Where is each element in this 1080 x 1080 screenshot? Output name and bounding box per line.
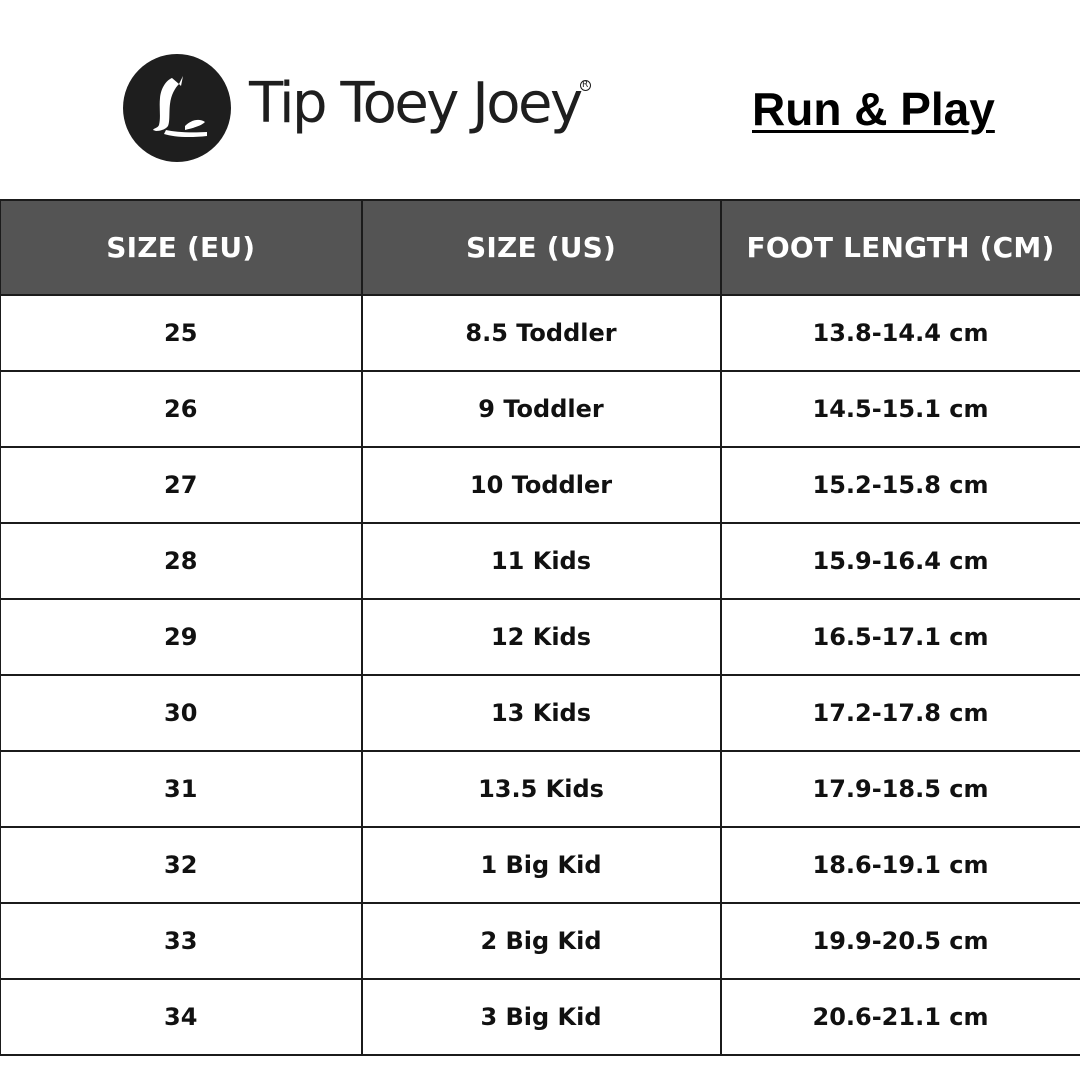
table-row — [1, 599, 1080, 675]
table-row — [1, 523, 1080, 599]
cell-size-us: 11 Kids — [362, 523, 721, 599]
table-row — [1, 979, 1080, 1055]
cell-size-eu: 26 — [1, 371, 362, 447]
cell-foot-length: 15.2-15.8 cm — [721, 447, 1080, 523]
kangaroo-joey-logo-icon — [123, 54, 231, 162]
cell-size-eu: 25 — [1, 295, 362, 371]
cell-size-us: 10 Toddler — [362, 447, 721, 523]
table-row — [1, 675, 1080, 751]
brand-name — [249, 71, 589, 136]
cell-foot-length: 13.8-14.4 cm — [721, 295, 1080, 371]
table-row — [1, 751, 1080, 827]
cell-size-eu: 32 — [1, 827, 362, 903]
cell-foot-length: 15.9-16.4 cm — [721, 523, 1080, 599]
cell-size-us: 3 Big Kid — [362, 979, 721, 1055]
cell-size-eu: 30 — [1, 675, 362, 751]
cell-foot-length: 14.5-15.1 cm — [721, 371, 1080, 447]
table-row — [1, 827, 1080, 903]
cell-size-eu: 27 — [1, 447, 362, 523]
cell-size-eu: 31 — [1, 751, 362, 827]
brand-text: Tip Toey Joey — [249, 71, 581, 136]
cell-foot-length: 18.6-19.1 cm — [721, 827, 1080, 903]
column-header-size-eu: SIZE (EU) — [1, 200, 362, 295]
cell-size-eu: 34 — [1, 979, 362, 1055]
table-header-row — [1, 200, 1080, 295]
column-header-foot-length: FOOT LENGTH (CM) — [721, 200, 1080, 295]
cell-size-eu: 29 — [1, 599, 362, 675]
brand-logo — [123, 54, 589, 162]
cell-foot-length: 19.9-20.5 cm — [721, 903, 1080, 979]
cell-size-us: 12 Kids — [362, 599, 721, 675]
cell-size-us: 1 Big Kid — [362, 827, 721, 903]
cell-size-eu: 28 — [1, 523, 362, 599]
cell-size-us: 9 Toddler — [362, 371, 721, 447]
header — [0, 0, 1080, 200]
column-header-size-us: SIZE (US) — [362, 200, 721, 295]
cell-size-us: 2 Big Kid — [362, 903, 721, 979]
table-row — [1, 371, 1080, 447]
size-chart-table — [0, 199, 1080, 1056]
cell-size-us: 13.5 Kids — [362, 751, 721, 827]
cell-foot-length: 16.5-17.1 cm — [721, 599, 1080, 675]
product-title: Run & Play — [752, 83, 995, 135]
registered-mark: R — [580, 80, 591, 91]
table-row — [1, 447, 1080, 523]
table-row — [1, 295, 1080, 371]
cell-foot-length: 17.9-18.5 cm — [721, 751, 1080, 827]
table-row — [1, 903, 1080, 979]
cell-size-eu: 33 — [1, 903, 362, 979]
cell-size-us: 8.5 Toddler — [362, 295, 721, 371]
cell-size-us: 13 Kids — [362, 675, 721, 751]
cell-foot-length: 17.2-17.8 cm — [721, 675, 1080, 751]
cell-foot-length: 20.6-21.1 cm — [721, 979, 1080, 1055]
